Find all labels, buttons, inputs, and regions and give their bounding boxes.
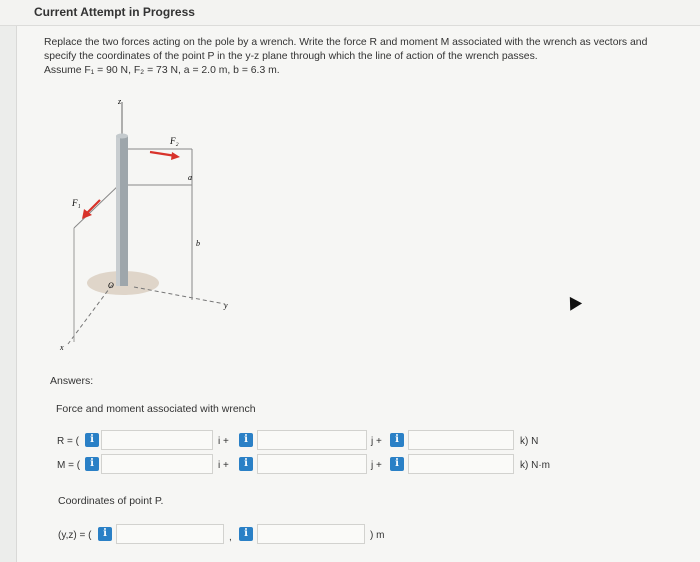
m-unit: k) N·m [520,460,550,471]
p-y-info-icon[interactable]: i [98,527,112,541]
p-y-input[interactable] [116,524,224,544]
problem-line-1: Replace the two forces acting on the pole by a wrench. Write the force R and moment M associated with the wrench as vectors and [44,37,648,48]
z-label: z [118,97,122,106]
x-axis [68,285,112,344]
header-bar [0,0,700,26]
m-j-info-icon[interactable]: i [239,457,253,471]
r-k-info-icon[interactable]: i [390,433,404,447]
answers-label: Answers: [50,375,94,387]
p-z-input[interactable] [257,524,365,544]
coordinates-label: Coordinates of point P. [58,495,164,507]
r-i-input[interactable] [101,430,213,450]
problem-line-3: Assume F₁ = 90 N, F₂ = 73 N, a = 2.0 m, b = 6.3 m. [44,65,280,76]
f1-arrow [86,200,100,214]
x-label: x [60,343,64,352]
r-k-input[interactable] [408,430,514,450]
r-prefix: R = ( [57,436,79,447]
m-j-suffix: j + [371,460,382,471]
f1-label: F₁ [72,198,81,208]
r-j-suffix: j + [371,436,382,447]
wrench-label: Force and moment associated with wrench [56,403,256,415]
m-i-info-icon[interactable]: i [85,457,99,471]
p-z-info-icon[interactable]: i [239,527,253,541]
a-label: a [188,173,192,182]
m-prefix: M = ( [57,460,81,471]
page-title: Current Attempt in Progress [34,5,195,19]
p-separator: , [229,532,232,543]
m-i-suffix: i + [218,460,229,471]
origin-label: O [108,281,114,290]
m-i-input[interactable] [101,454,213,474]
p-unit: ) m [370,530,385,541]
pole-figure [50,92,270,362]
r-j-info-icon[interactable]: i [239,433,253,447]
m-k-info-icon[interactable]: i [390,457,404,471]
f1-arm [74,184,120,228]
b-label: b [196,239,200,248]
m-k-input[interactable] [408,454,514,474]
r-i-suffix: i + [218,436,229,447]
p-prefix: (y,z) = ( [58,530,92,541]
r-unit: k) N [520,436,539,447]
y-label: y [224,301,228,310]
pole-top [116,134,128,139]
r-j-input[interactable] [257,430,367,450]
problem-statement [44,36,674,78]
f2-label: F₂ [170,136,179,146]
f2-arrow-head [171,152,180,160]
problem-line-2: specify the coordinates of the point P in the y-z plane through which the line of action of the wrench passes. [44,51,538,62]
m-j-input[interactable] [257,454,367,474]
pole-highlight [116,136,120,286]
r-i-info-icon[interactable]: i [85,433,99,447]
